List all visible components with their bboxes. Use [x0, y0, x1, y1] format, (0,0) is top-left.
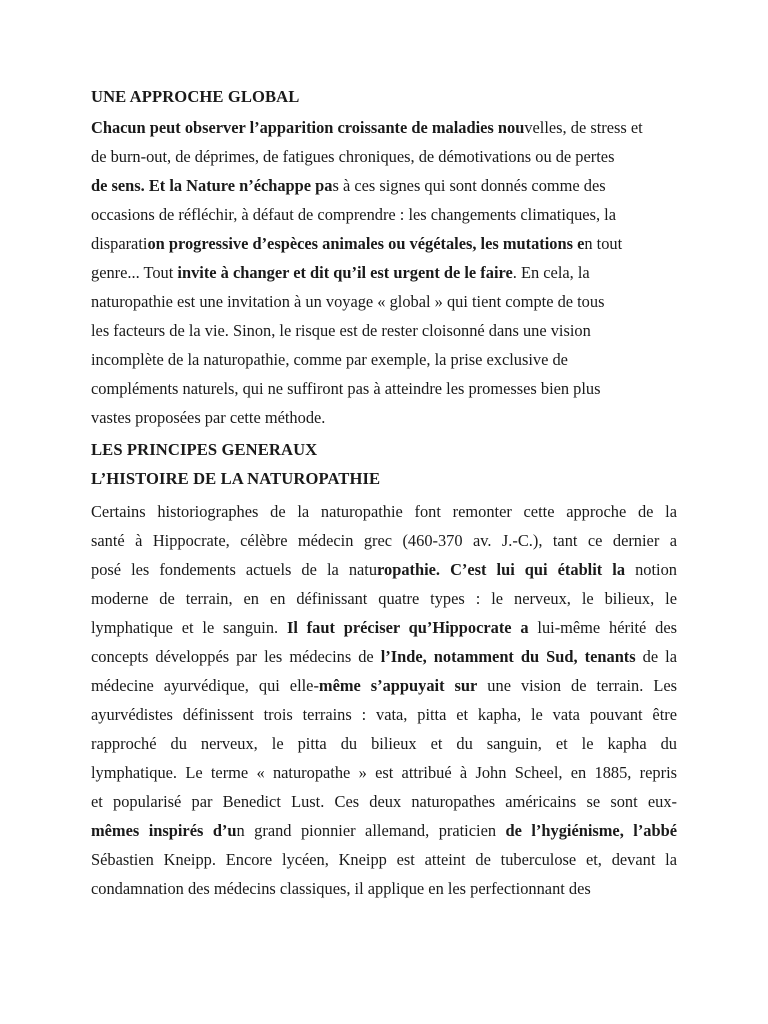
- text-line: [91, 613, 677, 642]
- bold-text-run: ropathie. C’est lui qui établit la: [377, 560, 626, 579]
- document-page: [91, 84, 677, 903]
- text-line: [91, 729, 677, 758]
- text-run: compléments naturels, qui ne suffiront pas à atteindre les promesses bien plus: [91, 379, 601, 398]
- text-run: occasions de réfléchir, à défaut de comprendre : les changements climatiques, la: [91, 205, 616, 224]
- text-line: [91, 700, 677, 729]
- text-line: [91, 287, 677, 316]
- text-line: [91, 671, 677, 700]
- heading-principes-generaux: LES PRINCIPES GENERAUX: [91, 440, 318, 459]
- heading-histoire-naturopathie: L’HISTOIRE DE LA NATUROPATHIE: [91, 469, 381, 488]
- text-line: [91, 497, 677, 526]
- bold-text-run: même s’appuyait sur: [318, 676, 478, 695]
- text-line: [91, 555, 677, 584]
- text-line: [91, 200, 677, 229]
- text-line: [91, 584, 677, 613]
- bold-text-run: mêmes inspirés d’u: [91, 821, 237, 840]
- text-run: et popularisé par Benedict Lust. Ces deux naturopathes américains se sont eux-: [91, 792, 677, 811]
- text-run: moderne de terrain, en en définissant quatre types : le nerveux, le bilieux, le: [91, 589, 677, 608]
- text-run: genre... Tout: [91, 263, 178, 282]
- bold-text-run: de sens. Et la Nature n’échappe pa: [91, 176, 333, 195]
- text-run: Sébastien Kneipp. Encore lycéen, Kneipp est atteint de tuberculose et, devant la: [91, 850, 677, 869]
- heading-approche-global: UNE APPROCHE GLOBAL: [91, 87, 300, 106]
- bold-text-run: on progressive d’espèces animales ou végétales, les mutations e: [147, 234, 585, 253]
- bold-text-run: Chacun peut observer l’apparition croissante de maladies nou: [91, 118, 525, 137]
- text-run: Certains historiographes de la naturopathie font remonter cette approche de la: [91, 502, 677, 521]
- text-line: [91, 229, 677, 258]
- text-run: notion: [625, 560, 677, 579]
- text-line: [91, 787, 677, 816]
- text-line: [91, 374, 677, 403]
- text-run: . En cela, la: [512, 263, 590, 282]
- text-run: condamnation des médecins classiques, il applique en les perfectionnant des: [91, 879, 591, 898]
- text-run: velles, de stress et: [524, 118, 643, 137]
- text-run: s à ces signes qui sont donnés comme des: [332, 176, 606, 195]
- text-line: [91, 345, 677, 374]
- text-run: rapproché du nerveux, le pitta du bilieux et du sanguin, et le kapha du: [91, 734, 677, 753]
- text-run: lymphatique. Le terme « naturopathe » est attribué à John Scheel, en 1885, repris: [91, 763, 677, 782]
- text-run: ayurvédistes définissent trois terrains : vata, pitta et kapha, le vata pouvant être: [91, 705, 677, 724]
- text-run: disparati: [91, 234, 148, 253]
- text-line: [91, 845, 677, 874]
- text-run: lymphatique et le sanguin.: [91, 618, 287, 637]
- text-run: médecine ayurvédique, qui elle-: [91, 676, 319, 695]
- text-run: vastes proposées par cette méthode.: [91, 408, 326, 427]
- text-run: naturopathie est une invitation à un voyage « global » qui tient compte de tous: [91, 292, 605, 311]
- text-run: santé à Hippocrate, célèbre médecin grec (460-370 av. J.-C.), tant ce dernier a: [91, 531, 677, 550]
- text-run: n tout: [584, 234, 623, 253]
- text-run: lui-même hérité des: [528, 618, 677, 637]
- text-run: les facteurs de la vie. Sinon, le risque est de rester cloisonné dans une vision: [91, 321, 591, 340]
- text-line: [91, 526, 677, 555]
- text-run: concepts développés par les médecins de: [91, 647, 381, 666]
- bold-text-run: de l’hygiénisme, l’abbé: [505, 821, 677, 840]
- bold-text-run: Il faut préciser qu’Hippocrate a: [286, 618, 529, 637]
- text-line: [91, 142, 677, 171]
- text-line: [91, 316, 677, 345]
- text-run: incomplète de la naturopathie, comme par exemple, la prise exclusive de: [91, 350, 568, 369]
- text-line: [91, 113, 677, 142]
- text-line: [91, 403, 677, 432]
- text-line: [91, 258, 677, 287]
- text-line: [91, 758, 677, 787]
- bold-text-run: invite à changer et dit qu’il est urgent de le faire: [177, 263, 513, 282]
- text-line: [91, 874, 677, 903]
- text-run: de burn-out, de déprimes, de fatigues chroniques, de démotivations ou de pertes: [91, 147, 615, 166]
- paragraph-histoire-naturopathie: [91, 497, 677, 903]
- bold-text-run: l’Inde, notamment du Sud, tenants: [380, 647, 636, 666]
- text-line: [91, 816, 677, 845]
- text-run: posé les fondements actuels de la natu: [91, 560, 378, 579]
- text-line: [91, 642, 677, 671]
- text-run: de la: [635, 647, 678, 666]
- text-run: n grand pionnier allemand, praticien: [236, 821, 506, 840]
- paragraph-approche-global: [91, 113, 677, 432]
- text-run: une vision de terrain. Les: [477, 676, 677, 695]
- text-line: [91, 171, 677, 200]
